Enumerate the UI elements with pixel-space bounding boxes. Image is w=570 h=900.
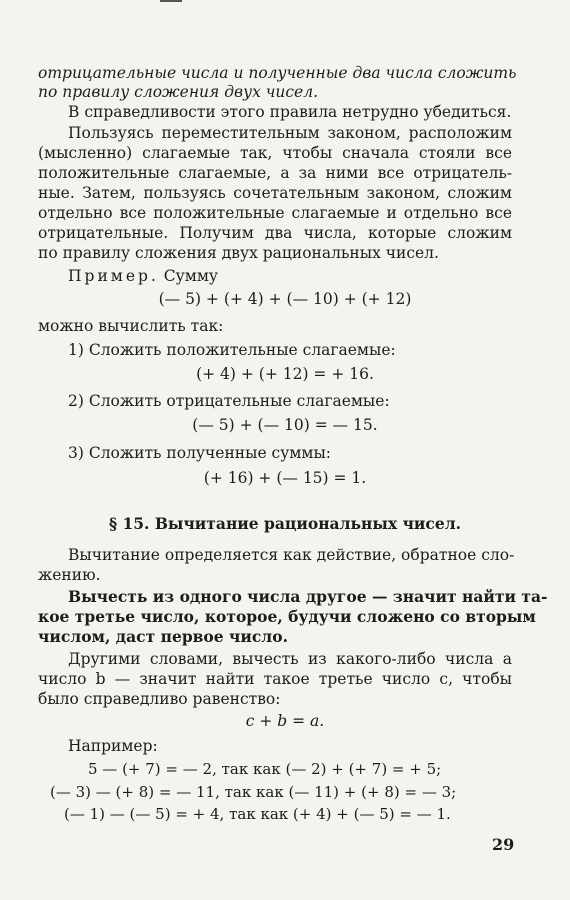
- text-line: Вычитание определяется как действие, обратное сло-: [68, 546, 515, 564]
- text-line: (мысленно) слагаемые так, чтобы сначала стояли все: [38, 144, 512, 162]
- section-heading: § 15. Вычитание рациональных чисел.: [108, 514, 462, 533]
- definition-line: Вычесть из одного числа другое — значит найти та-: [68, 587, 548, 606]
- text-line: В справедливости этого правила нетрудно убедиться.: [68, 103, 512, 121]
- step-line: 3) Сложить полученные суммы:: [68, 444, 332, 462]
- example-label-line: [68, 266, 218, 286]
- text-line: число b — значит найти такое третье число c, чтобы: [38, 670, 512, 688]
- text-line: по правилу сложения двух рациональных чисел.: [38, 244, 439, 262]
- text-line: было справедливо равенство:: [38, 690, 281, 708]
- step-line: 2) Сложить отрицательные слагаемые:: [68, 392, 390, 410]
- formula: (+ 16) + (— 15) = 1.: [203, 469, 367, 487]
- formula: (— 5) + (+ 4) + (— 10) + (+ 12): [158, 290, 412, 308]
- definition-line: кое третье число, которое, будучи сложено со вторым: [38, 607, 536, 626]
- text-line: Другими словами, вычесть из какого-либо числа a: [68, 650, 512, 668]
- formula: c + b = a.: [245, 712, 325, 730]
- step-line: 1) Сложить положительные слагаемые:: [68, 341, 396, 359]
- text-line: жению.: [38, 566, 101, 584]
- text-line: Например:: [68, 737, 158, 755]
- top-margin-mark: [160, 0, 182, 2]
- text-line: ные. Затем, пользуясь сочетательным законом, сложим: [38, 184, 512, 202]
- formula: (+ 4) + (+ 12) = + 16.: [196, 365, 374, 383]
- example-line: (— 1) — (— 5) = + 4, так как (+ 4) + (— 5) = — 1.: [64, 805, 451, 823]
- text-line: положительные слагаемые, а за ними все отрицатель-: [38, 164, 512, 182]
- example-line: (— 3) — (+ 8) = — 11, так как (— 11) + (+ 8) = — 3;: [50, 783, 457, 801]
- example-word: Пример.: [68, 267, 159, 285]
- text-line: по правилу сложения двух чисел.: [38, 83, 319, 101]
- example-line: 5 — (+ 7) = — 2, так как (— 2) + (+ 7) = + 5;: [88, 760, 442, 778]
- text-line: отрицательные числа и полученные два числа сложить: [38, 64, 517, 82]
- text-line: Пользуясь переместительным законом, расположим: [68, 124, 512, 142]
- example-rest: Сумму: [163, 267, 219, 285]
- text-line: можно вычислить так:: [38, 317, 224, 335]
- text-line: отдельно все положительные слагаемые и отдельно все: [38, 204, 512, 222]
- text-line: отрицательные. Получим два числа, которые сложим: [38, 224, 512, 242]
- definition-line: числом, даст первое число.: [38, 627, 288, 646]
- formula: (— 5) + (— 10) = — 15.: [192, 416, 378, 434]
- page-number: 29: [492, 835, 515, 854]
